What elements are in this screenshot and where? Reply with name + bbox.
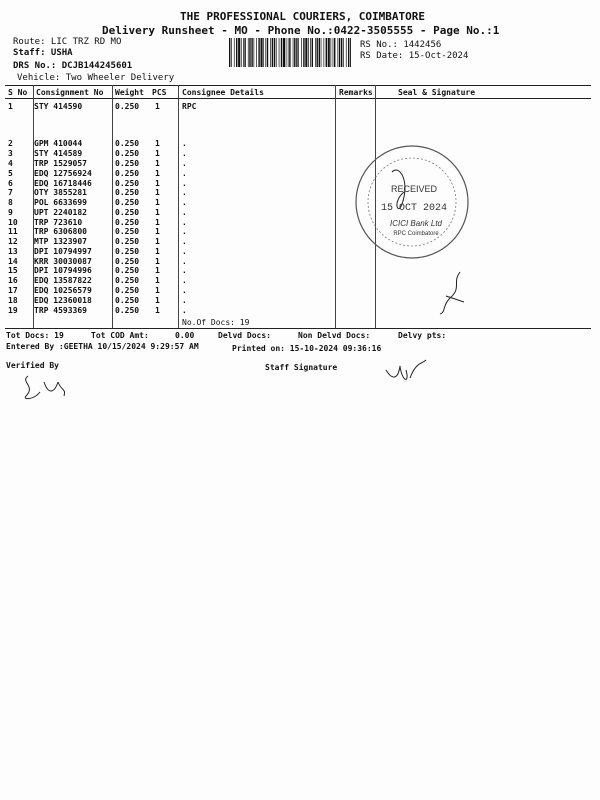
row-sno: 11 [8,227,18,236]
no-of-docs: No.Of Docs: 19 [182,318,250,327]
row-pcs: 1 [155,266,160,275]
row-sno: 12 [8,237,18,246]
table-bottom-rule [5,328,591,329]
tot-cod-label: Tot COD Amt: [91,331,149,340]
row-consignment-no: STY 414590 [34,102,83,111]
row-sno: 9 [8,208,13,217]
col-header-weight: Weight [115,88,144,97]
barcode-bar [293,38,294,67]
row-sno: 2 [8,139,13,148]
col-header-pcs: PCS [152,88,167,97]
barcode-bar [308,38,309,67]
row-weight: 0.250 [115,296,140,305]
row-consignee-details: . [182,159,187,168]
row-sno: 3 [8,149,13,158]
row-pcs: 1 [155,188,160,197]
row-pcs: 1 [155,276,160,285]
row-pcs: 1 [155,169,160,178]
row-sno: 10 [8,218,18,227]
col-header-remarks: Remarks [339,88,373,97]
row-weight: 0.250 [115,159,140,168]
barcode-bar [298,38,299,67]
barcode-bar [328,38,330,67]
row-pcs: 1 [155,208,160,217]
row-pcs: 1 [155,102,160,111]
row-sno: 1 [8,102,13,111]
table-header-rule [5,98,591,99]
row-sno: 14 [8,257,18,266]
row-weight: 0.250 [115,188,140,197]
barcode-bar [261,38,263,67]
drs-number: DRS No.: DCJB144245601 [13,61,133,71]
barcode-bar [301,38,302,67]
row-consignee-details: . [182,247,187,256]
barcode-bar [333,38,334,67]
row-consignee-details: . [182,227,187,236]
barcode-bar [258,38,259,67]
staff-signature [380,356,430,388]
row-consignee-details: . [182,198,187,207]
company-title: THE PROFESSIONAL COURIERS, COIMBATORE [180,10,426,23]
row-pcs: 1 [155,198,160,207]
row-consignee-details: RPC [182,102,197,111]
row-sno: 19 [8,306,18,315]
barcode-bar [270,38,271,67]
barcode-bar [319,38,320,67]
row-pcs: 1 [155,179,160,188]
row-sno: 18 [8,296,18,305]
barcode-bar [265,38,266,67]
row-sno: 5 [8,169,13,178]
row-sno: 16 [8,276,18,285]
row-sno: 17 [8,286,18,295]
row-pcs: 1 [155,296,160,305]
row-consignee-details: . [182,276,187,285]
row-consignment-no: OTY 3855281 [34,188,87,197]
barcode-bar [346,38,347,67]
delvd-docs: Delvd Docs: [218,331,271,340]
barcode-bar [326,38,327,67]
row-weight: 0.250 [115,179,140,188]
row-consignment-no: GPM 410044 [34,139,83,148]
row-weight: 0.250 [115,149,140,158]
barcode-bar [286,38,287,67]
row-pcs: 1 [155,149,160,158]
row-pcs: 1 [155,227,160,236]
row-consignment-no: EDQ 12360018 [34,296,92,305]
col-header-consignment: Consignment No [36,88,104,97]
row-consignee-details: . [182,208,187,217]
row-weight: 0.250 [115,276,140,285]
barcode-bar [276,38,277,67]
row-consignee-details: . [182,149,187,158]
row-pcs: 1 [155,306,160,315]
barcode-bar [251,38,252,67]
row-consignee-details: . [182,237,187,246]
row-consignment-no: TRP 723610 [34,218,83,227]
row-consignment-no: KRR 30030087 [34,257,92,266]
barcode-bar [296,38,297,67]
barcode-bar [341,38,342,67]
row-consignment-no: MTP 1323907 [34,237,87,246]
stamp-bank-text: ICICI Bank Ltd [389,219,443,228]
row-consignment-no: TRP 1529057 [34,159,87,168]
staff-signature-label: Staff Signature [265,363,338,372]
barcode-bar [312,38,313,67]
barcode-bar [289,38,290,67]
entered-by: Entered By :GEETHA 10/15/2024 9:29:57 AM [6,342,199,351]
col-header-seal: Seal & Signature [398,88,476,97]
barcode-bar [310,38,311,67]
row-pcs: 1 [155,218,160,227]
row-consignment-no: TRP 4593369 [34,306,87,315]
barcode-bar [263,38,264,67]
barcode-bar [243,38,244,67]
row-sno: 7 [8,188,13,197]
barcode-bar [281,38,282,67]
row-sno: 15 [8,266,18,275]
barcode-bar [305,38,307,67]
row-sno: 4 [8,159,13,168]
row-consignment-no: EDQ 16718446 [34,179,92,188]
row-consignment-no: UPT 2240182 [34,208,87,217]
row-weight: 0.250 [115,286,140,295]
verified-by: Verified By [6,361,59,370]
row-pcs: 1 [155,257,160,266]
barcode-bar [321,38,322,67]
barcode-bar [279,38,280,67]
row-consignee-details: . [182,218,187,227]
row-weight: 0.250 [115,208,140,217]
barcode-bar [249,38,250,67]
barcode-bar [231,38,232,67]
barcode-bar [256,38,257,67]
seal-column-signature [432,268,472,318]
row-consignment-no: TRP 6306800 [34,227,87,236]
barcode-bar [324,38,325,67]
row-pcs: 1 [155,237,160,246]
row-pcs: 1 [155,286,160,295]
non-delvd-docs: Non Delvd Docs: [298,331,371,340]
row-consignment-no: DPI 10794997 [34,247,92,256]
col-divider [178,85,179,328]
row-sno: 13 [8,247,18,256]
row-weight: 0.250 [115,306,140,315]
vehicle-label: Vehicle: Two Wheeler Delivery [17,73,175,83]
row-weight: 0.250 [115,247,140,256]
stamp-branch-text: RPC Coimbatore [393,231,439,237]
barcode-bar [267,38,268,67]
row-consignee-details: . [182,188,187,197]
row-sno: 6 [8,179,13,188]
barcode-bar [274,38,275,67]
row-consignment-no: DPI 10794996 [34,266,92,275]
staff-label: Staff: USHA [13,48,73,58]
row-pcs: 1 [155,247,160,256]
row-consignee-details: . [182,139,187,148]
row-weight: 0.250 [115,227,140,236]
row-pcs: 1 [155,159,160,168]
barcode-bar [303,38,304,67]
row-consignment-no: POL 6633699 [34,198,87,207]
rs-number: RS No.: 1442456 [360,40,442,50]
row-consignment-no: STY 414589 [34,149,83,158]
row-consignment-no: EDQ 10256579 [34,286,92,295]
col-divider [335,85,336,328]
barcode-bar [248,38,249,67]
stamp-date-text: 15 OCT 2024 [380,203,448,214]
col-header-consignee: Consignee Details [182,88,264,97]
tot-docs: Tot Docs: 19 [6,331,64,340]
row-weight: 0.250 [115,139,140,148]
row-consignment-no: EDQ 13587822 [34,276,92,285]
barcode-bar [244,38,245,67]
table-top-rule [5,85,591,86]
barcode-bar [234,38,235,67]
row-weight: 0.250 [115,102,140,111]
row-consignee-details: . [182,286,187,295]
runsheet-subtitle: Delivery Runsheet - MO - Phone No.:0422-3505555 - Page No.:1 [102,24,500,37]
row-weight: 0.250 [115,218,140,227]
row-consignee-details: . [182,266,187,275]
row-weight: 0.250 [115,198,140,207]
barcode-bar [317,38,318,67]
barcode-bar [238,38,240,67]
col-header-sno: S No [8,88,28,97]
row-weight: 0.250 [115,237,140,246]
barcode-bar [294,38,295,67]
barcode-bar [272,38,273,67]
tot-cod-value: 0.00 [175,331,195,340]
barcode-bar [350,38,351,67]
barcode-bar [339,38,340,67]
barcode-bar [283,38,285,67]
row-consignee-details: . [182,179,187,188]
row-consignee-details: . [182,169,187,178]
row-consignee-details: . [182,306,187,315]
verified-by-signature [18,370,68,404]
received-stamp [352,142,472,262]
row-consignee-details: . [182,257,187,266]
row-weight: 0.250 [115,257,140,266]
col-divider [112,85,113,328]
barcode-bar [334,38,335,67]
row-sno: 8 [8,198,13,207]
stamp-received-text: RECEIVED [390,184,438,194]
printed-on: Printed on: 15-10-2024 09:36:16 [232,344,382,353]
barcode-bar [331,38,332,67]
row-weight: 0.250 [115,266,140,275]
barcode-bar [254,38,255,67]
route-label: Route: LIC TRZ RD MO [13,37,122,47]
row-weight: 0.250 [115,169,140,178]
barcode-bar [348,38,349,67]
barcode-bar [338,38,339,67]
barcode-bar [343,38,344,67]
barcode-image [229,38,351,67]
rs-date: RS Date: 15-Oct-2024 [360,51,469,61]
barcode-bar [241,38,242,67]
row-consignment-no: EDQ 12756924 [34,169,92,178]
delvy-pts: Delvy pts: [398,331,447,340]
barcode-bar [288,38,289,67]
row-pcs: 1 [155,139,160,148]
row-consignee-details: . [182,296,187,305]
barcode-bar [236,38,237,67]
barcode-bar [315,38,316,67]
barcode-bar [229,38,230,67]
